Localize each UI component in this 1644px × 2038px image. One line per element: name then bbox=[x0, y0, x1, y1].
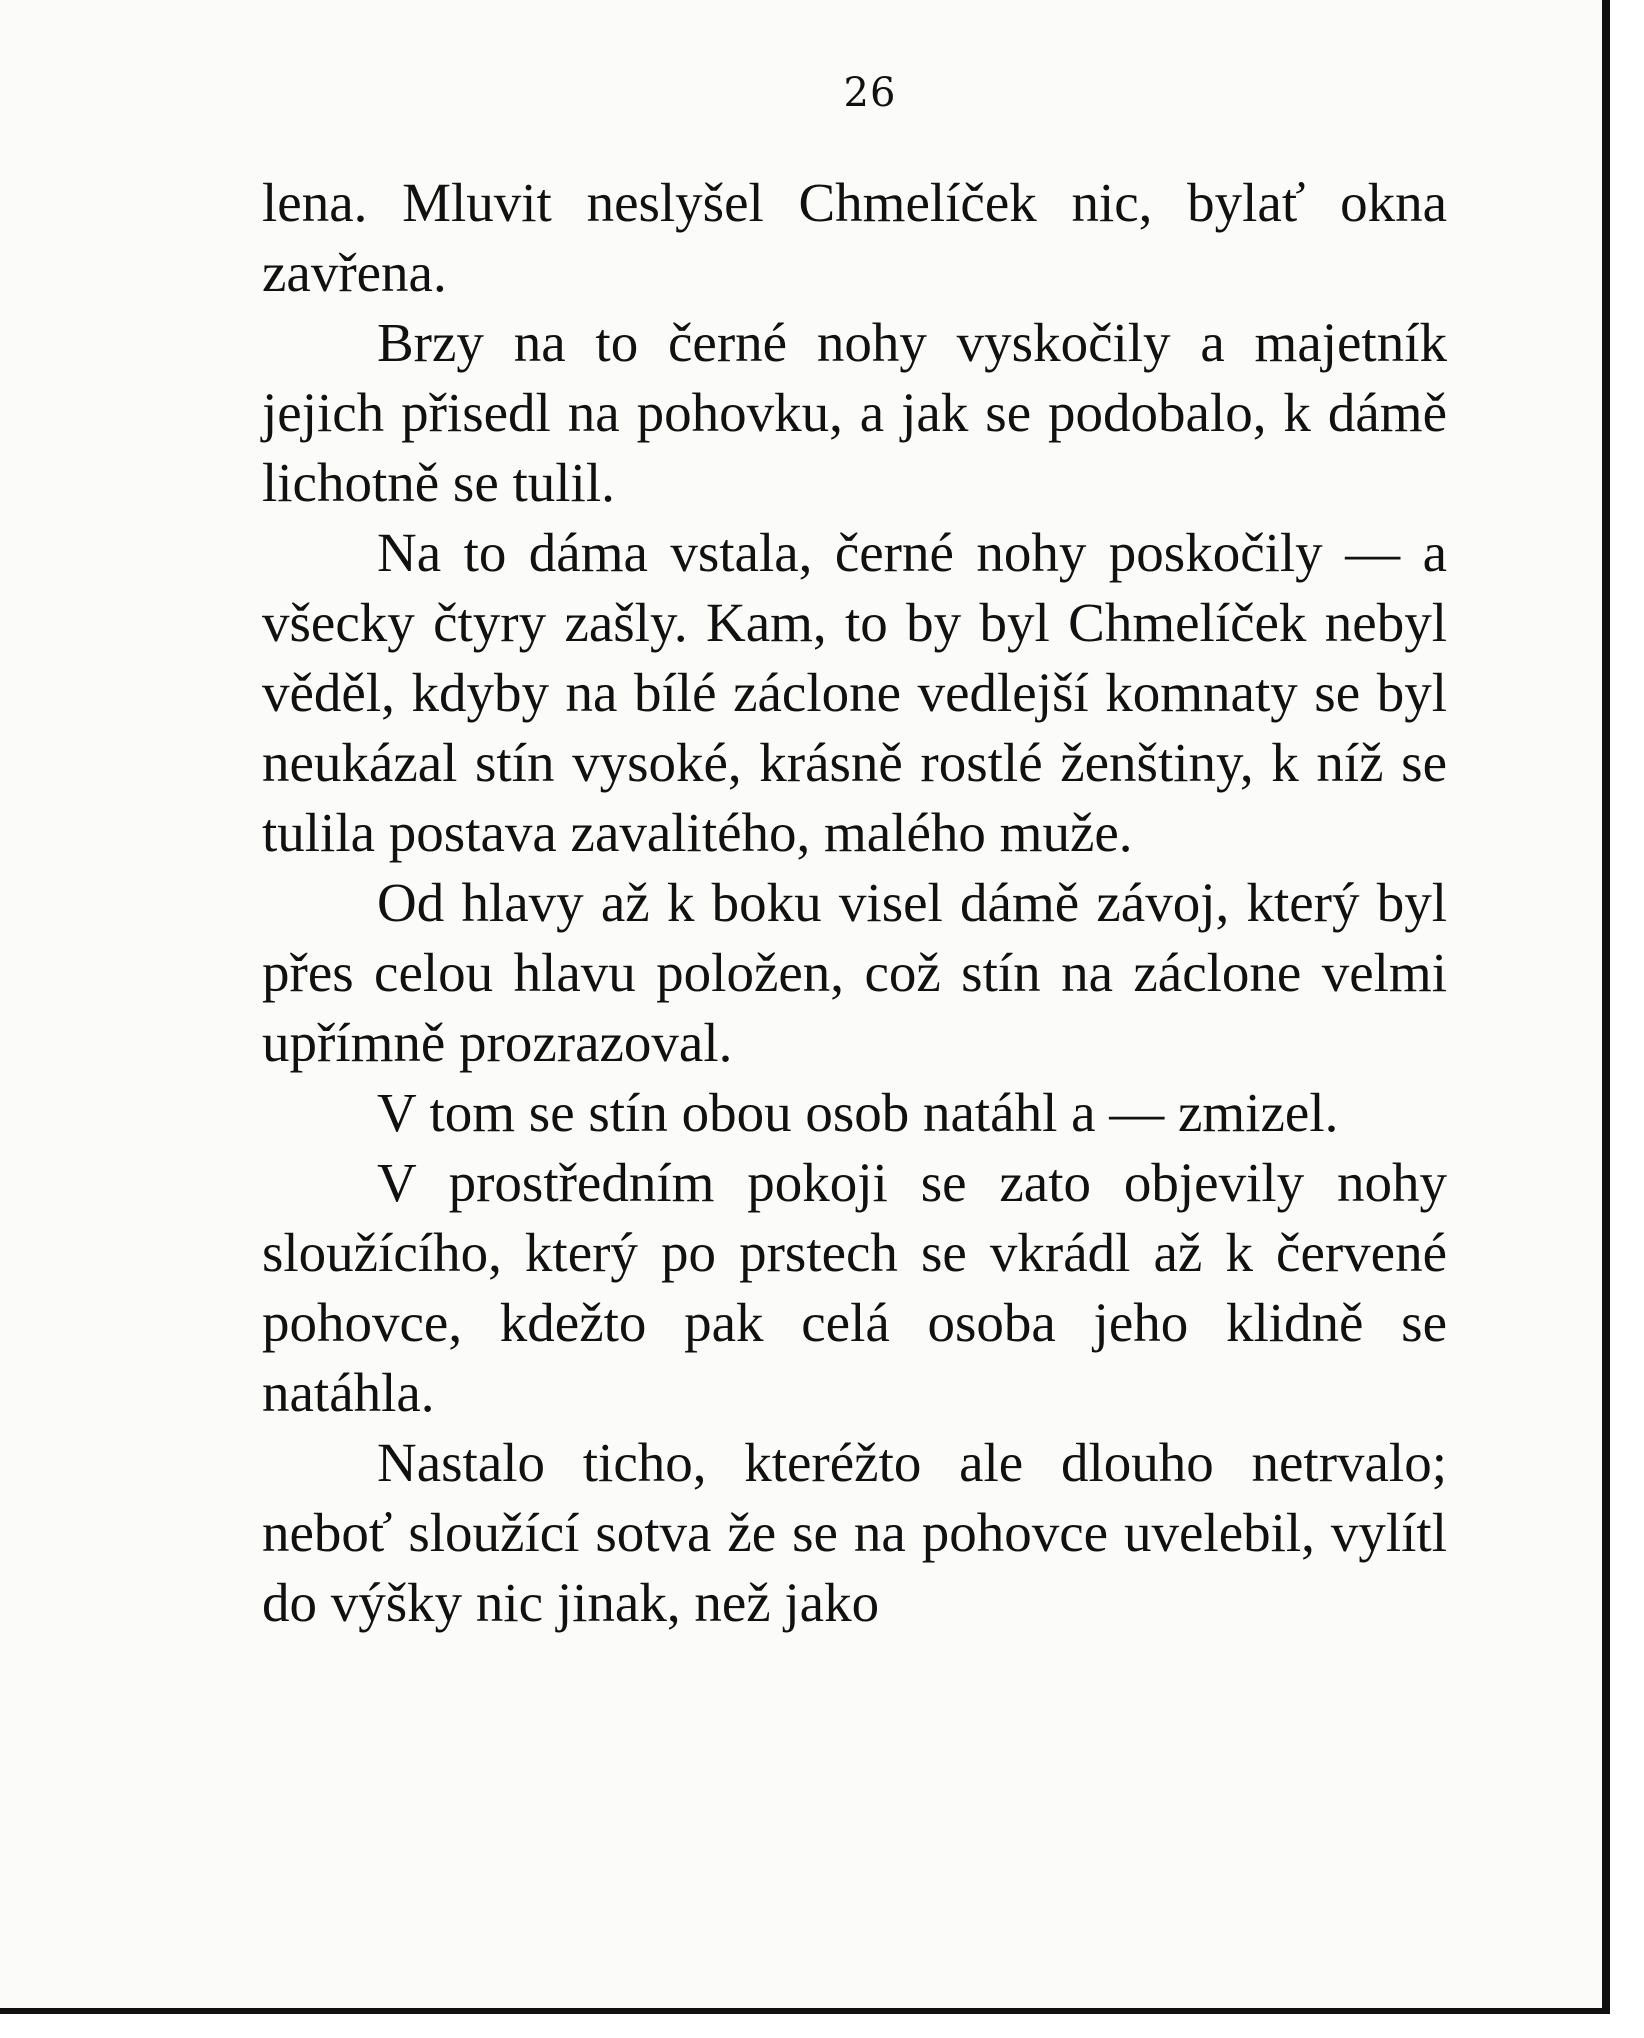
paragraph: V tom se stín obou osob natáhl a — zmizel. bbox=[377, 1082, 1339, 1143]
paragraph: V prostředním pokoji se zato objevily nohy sloužícího, který po prstech se vkrádl až k červené pohovce, kdežto pak celá osoba jeho klidně se natáhla. bbox=[262, 1152, 1447, 1423]
scan-margin-right bbox=[1610, 0, 1644, 2038]
paragraph: Od hlavy až k boku visel dámě závoj, který byl přes celou hlavu položen, což stín na záclone velmi upřímně prozrazoval. bbox=[262, 872, 1447, 1073]
paragraph: Na to dáma vstala, černé nohy poskočily — a všecky čtyry zašly. Kam, to by byl Chmelíček nebyl věděl, kdyby na bílé záclone vedlejší komnaty se byl neukázal stín vysoké, krásně rostlé ženštiny, k níž se tulila postava zavalitého, malého muže. bbox=[262, 522, 1447, 863]
body-text bbox=[262, 168, 1447, 1638]
paragraph: Brzy na to černé nohy vyskočily a majetník jejich přisedl na pohovku, a jak se podobalo, k dámě lichotně se tulil. bbox=[262, 312, 1447, 513]
paragraph: Nastalo ticho, kteréžto ale dlouho netrvalo; neboť sloužící sotva že se na pohovce uvelebil, vylítl do výšky nic jinak, než jako bbox=[262, 1432, 1447, 1633]
page-number: 26 bbox=[843, 70, 897, 116]
paragraph: lena. Mluvit neslyšel Chmelíček nic, bylať okna zavřena. bbox=[262, 172, 1447, 303]
scan-margin-bottom bbox=[0, 2014, 1644, 2038]
